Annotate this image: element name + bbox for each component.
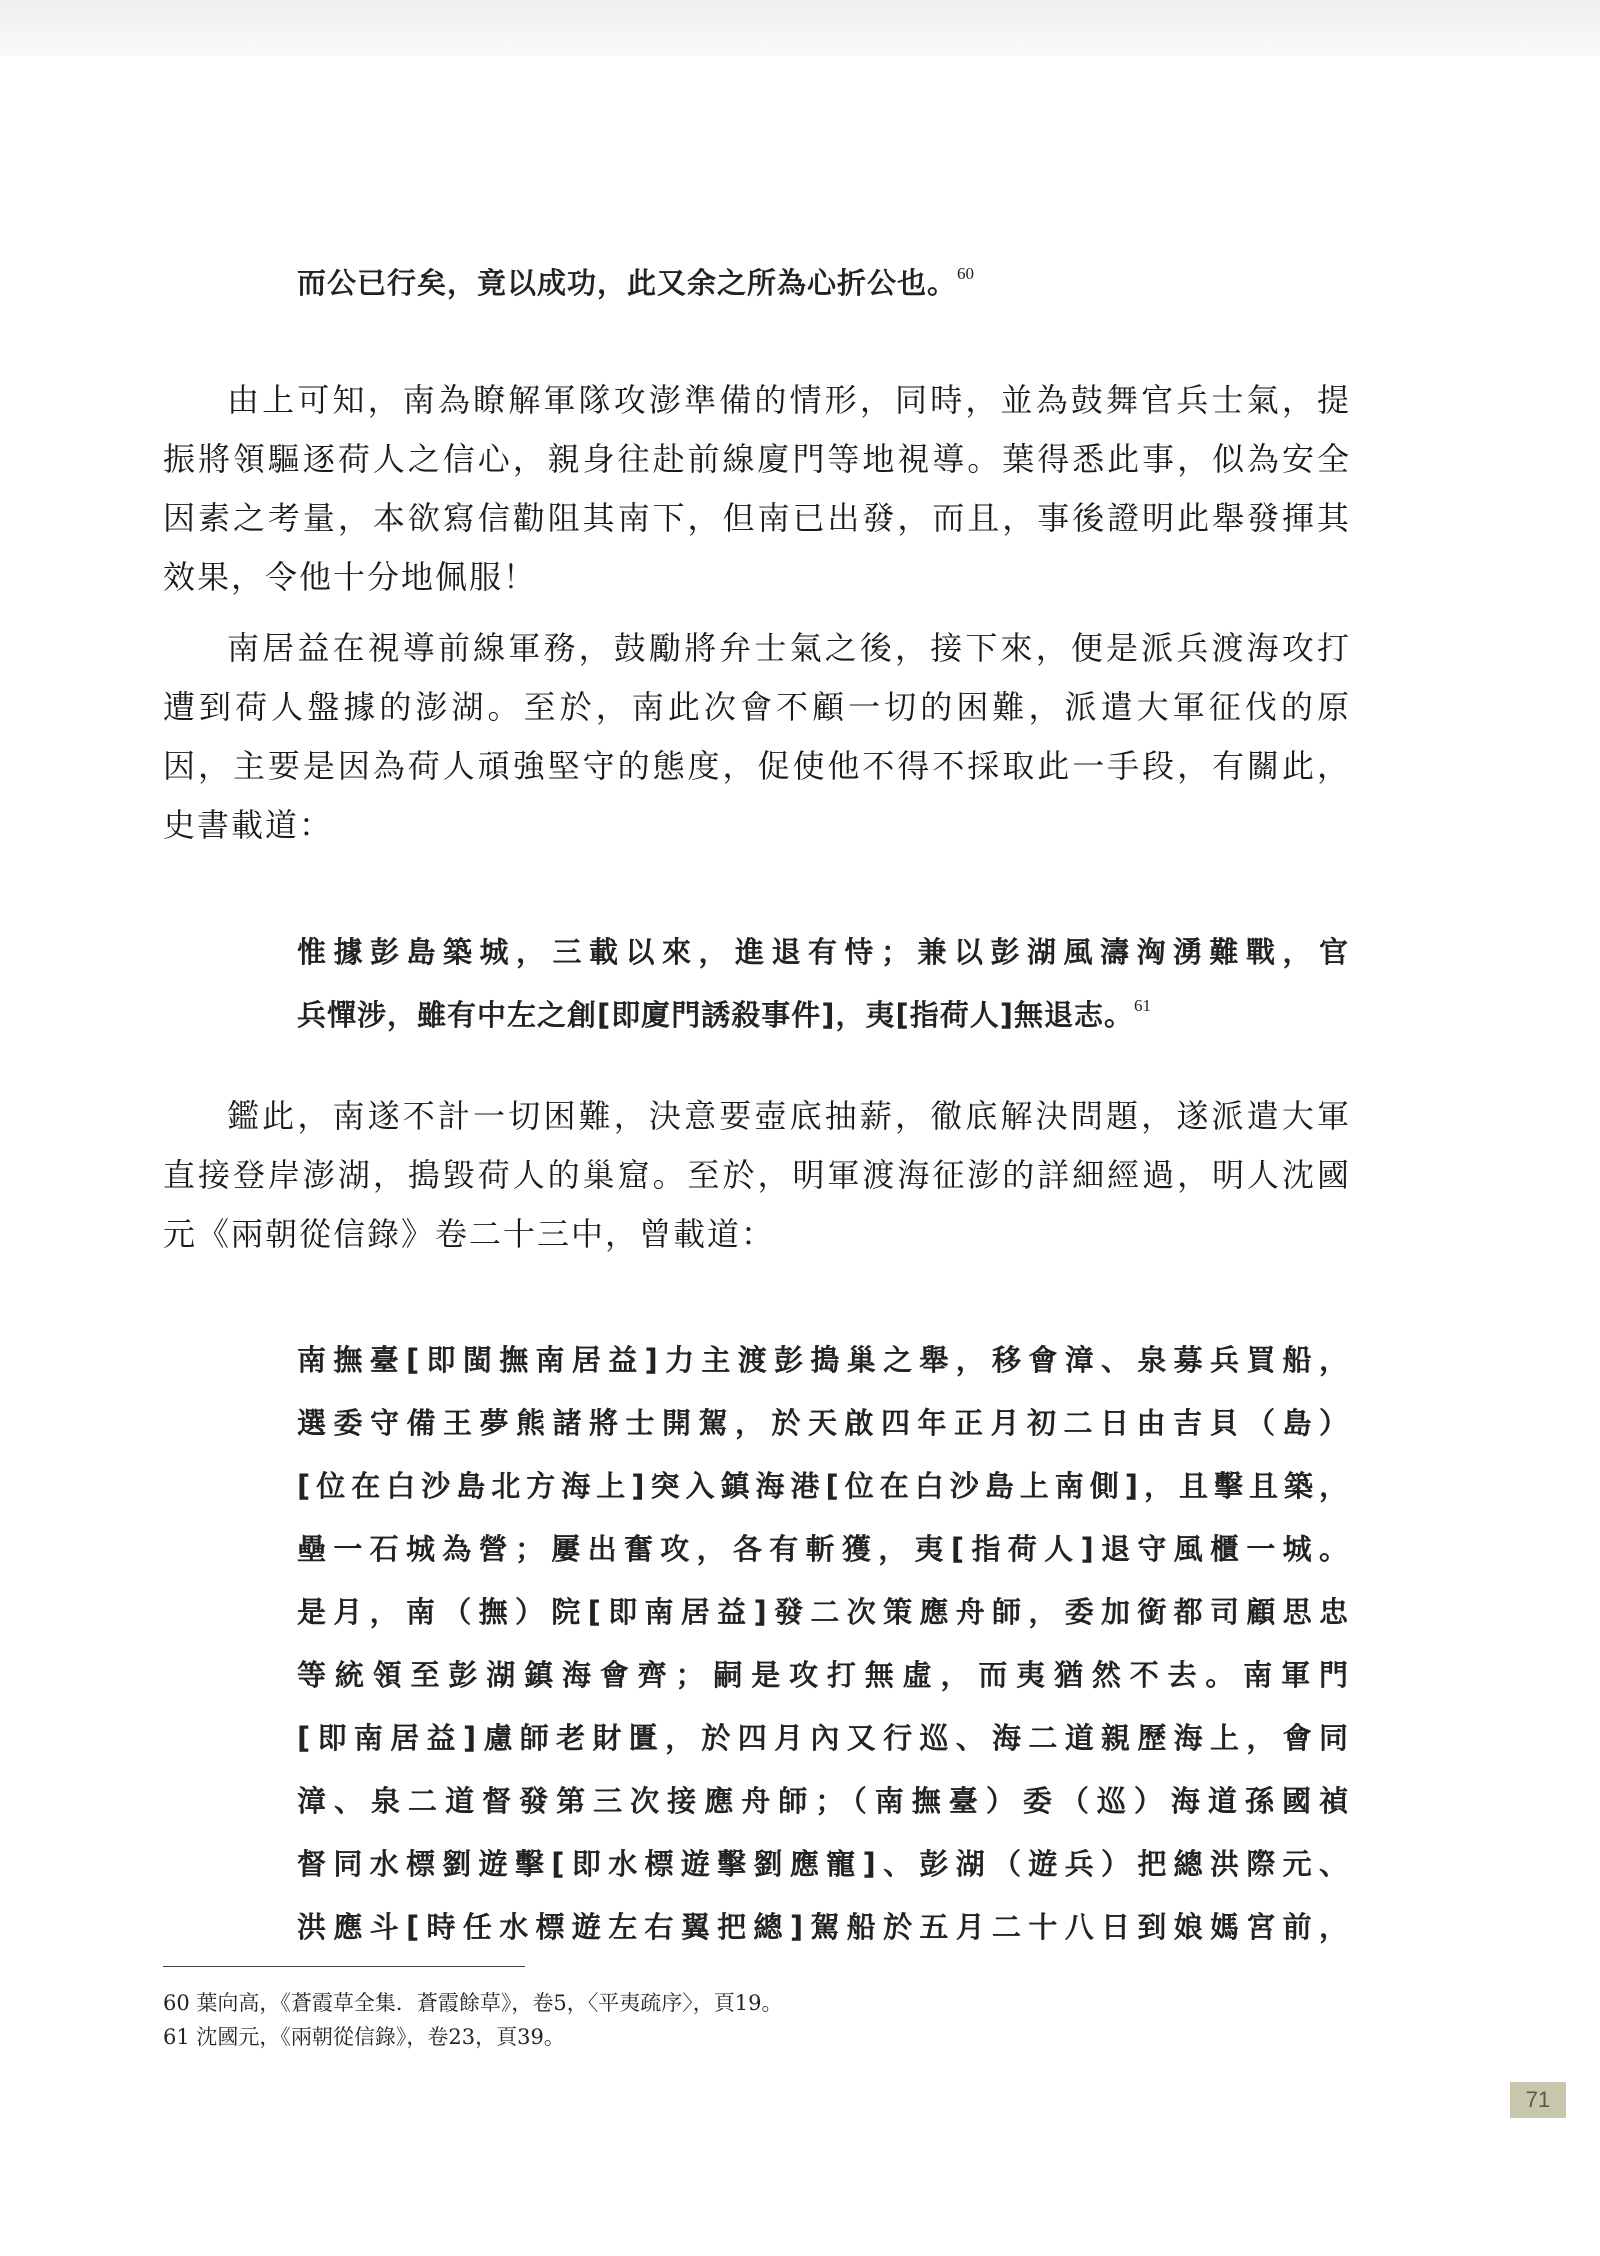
quote-line: 兵憚涉，雖有中左之創[即廈門誘殺事件]，夷[指荷人]無退志。$^{61}$ (297, 996, 1152, 1032)
block-quote-3 (297, 1329, 1349, 1959)
block-quote-1 (297, 252, 974, 315)
footnote-60: 60 葉向高，《蒼霞草全集．蒼霞餘草》，卷5，〈平夷疏序〉，頁19。 (163, 1991, 783, 2015)
quote-line: [即南居益]慮師老財匱，於四月內又行巡、海二道親歷海上，會同 (297, 1721, 1349, 1755)
paragraph-3 (163, 1087, 1351, 1264)
paragraph-line: 遭到荷人盤據的澎湖。至於，南此次會不顧一切的困難，派遣大軍征伐的原 (163, 688, 1351, 726)
paragraph-line: 南居益在視導前線軍務，鼓勵將弁士氣之後，接下來，便是派兵渡海攻打 (227, 629, 1351, 667)
quote-line: [位在白沙島北方海上]突入鎮海港[位在白沙島上南側]，且擊且築， (297, 1469, 1349, 1503)
quote-line: 而公已行矣，竟以成功，此又余之所為心折公也。$^{60}$ (297, 264, 975, 300)
quote-line: 洪應斗[時任水標遊左右翼把總]駕船於五月二十八日到娘媽宮前， (297, 1910, 1349, 1944)
paragraph-1 (163, 371, 1351, 607)
quote-line: 南撫臺[即閩撫南居益]力主渡彭搗巢之舉，移會漳、泉募兵買船， (297, 1343, 1349, 1377)
paragraph-line: 直接登岸澎湖，搗毀荷人的巢窟。至於，明軍渡海征澎的詳細經過，明人沈國 (163, 1156, 1351, 1194)
block-quote-2 (297, 921, 1349, 1047)
footnote-ref: 61 (1134, 996, 1152, 1015)
paragraph-line: 史書載道： (163, 806, 334, 844)
paragraph-line: 鑑此，南遂不計一切困難，決意要壺底抽薪，徹底解決問題，遂派遣大軍 (227, 1097, 1351, 1135)
quote-line: 等統領至彭湖鎮海會齊；嗣是攻打無虛，而夷猶然不去。南軍門 (297, 1658, 1349, 1692)
quote-line: 漳、泉二道督發第三次接應舟師；（南撫臺）委（巡）海道孫國禎 (297, 1784, 1349, 1818)
paragraph-line: 振將領驅逐荷人之信心，親身往赴前線廈門等地視導。葉得悉此事，似為安全 (163, 440, 1351, 478)
paragraph-line: 效果，令他十分地佩服！ (163, 558, 538, 596)
paragraph-line: 元《兩朝從信錄》卷二十三中，曾載道： (163, 1215, 776, 1253)
footnote-61: 61 沈國元，《兩朝從信錄》，卷23，頁39。 (163, 2025, 565, 2049)
quote-line: 選委守備王夢熊諸將士開駕，於天啟四年正月初二日由吉貝（島） (297, 1406, 1349, 1440)
footnote-divider (163, 1966, 525, 1967)
paragraph-line: 因素之考量，本欲寫信勸阻其南下，但南已出發，而且，事後證明此舉發揮其 (163, 499, 1351, 537)
quote-line: 督同水標劉遊擊[即水標遊擊劉應寵]、彭湖（遊兵）把總洪際元、 (297, 1847, 1349, 1881)
paragraph-line: 由上可知，南為瞭解軍隊攻澎準備的情形，同時，並為鼓舞官兵士氣，提 (227, 381, 1351, 419)
quote-line: 是月，南（撫）院[即南居益]發二次策應舟師，委加銜都司顧思忠 (297, 1595, 1349, 1629)
paragraph-line: 因，主要是因為荷人頑強堅守的態度，促使他不得不採取此一手段，有關此， (163, 747, 1351, 785)
paragraph-2 (163, 619, 1351, 855)
footnote-ref: 60 (957, 264, 975, 283)
quote-line: 惟據彭島築城，三載以來，進退有恃；兼以彭湖風濤洶湧難戰，官 (297, 935, 1349, 969)
quote-line: 壘一石城為營；屢出奮攻，各有斬獲，夷[指荷人]退守風櫃一城。 (297, 1532, 1349, 1566)
page-number: 71 (1510, 2082, 1566, 2118)
footnotes (163, 1986, 782, 2054)
